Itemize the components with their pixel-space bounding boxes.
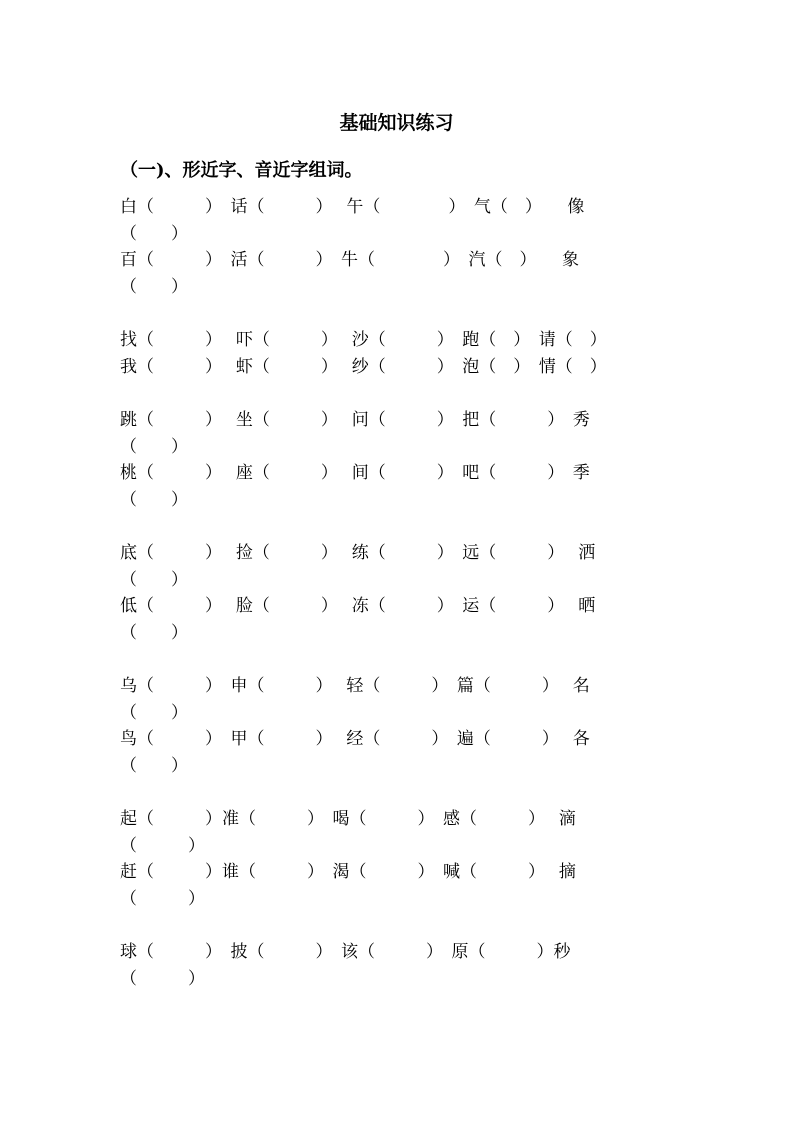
group-spacer xyxy=(120,646,607,673)
exercise-line: 赶（ ）谁（ ） 渴（ ） 喊（ ） 摘 xyxy=(120,862,576,882)
exercise-line: 我（ ） 虾（ ） 纱（ ） 泡（ ） 情（ ） xyxy=(120,356,607,377)
exercise-line: 球（ ） 披（ ） 该（ ） 原（ ）秒 xyxy=(120,942,571,962)
exercise-line: 找（ ） 吓（ ） 沙（ ） 跑（ ） 请（ ） xyxy=(120,330,607,350)
exercise-line: 低（ ） 脸（ ） 冻（ ） 运（ ） 晒 xyxy=(120,596,596,616)
exercise-line: （ ） xyxy=(120,276,188,297)
document-title: 基础知识练习 xyxy=(339,112,454,134)
exercise-line: （ ） xyxy=(120,436,188,457)
exercise-line: 百（ ） 活（ ） 牛（ ） 汽（ ） 象 xyxy=(120,250,579,270)
exercise-line: （ ） xyxy=(120,489,188,510)
exercise-line: 鸟（ ） 甲（ ） 经（ ） 遍（ ） 各 xyxy=(120,729,590,749)
exercise-line: （ ） xyxy=(120,755,188,776)
exercise-lines xyxy=(120,194,607,992)
exercise-line: （ ） xyxy=(120,835,205,856)
exercise-line: （ ） xyxy=(120,702,188,723)
exercise-line: （ ） xyxy=(120,223,188,244)
exercise-line: 乌（ ） 申（ ） 轻（ ） 篇（ ） 名 xyxy=(120,676,590,696)
group-spacer xyxy=(120,380,607,407)
exercise-line: 跳（ ） 坐（ ） 问（ ） 把（ ） 秀 xyxy=(120,410,590,430)
group-spacer xyxy=(120,779,607,806)
exercise-line: （ ） xyxy=(120,622,188,643)
exercise-line: （ ） xyxy=(120,968,205,989)
group-spacer xyxy=(120,513,607,540)
group-spacer xyxy=(120,300,607,327)
exercise-line: （ ） xyxy=(120,569,188,590)
exercise-line: 白（ ） 话（ ） 午（ ） 气（ ） 像 xyxy=(120,197,585,217)
exercise-line: 底（ ） 捡（ ） 练（ ） 远（ ） 洒 xyxy=(120,543,596,563)
exercise-line: 桃（ ） 座（ ） 间（ ） 吧（ ） 季 xyxy=(120,463,590,483)
exercise-line: 起（ ）准（ ） 喝（ ） 感（ ） 滴 xyxy=(120,809,576,829)
exercise-line: （ ） xyxy=(120,888,205,909)
section-heading: （一)、形近字、音近字组词。 xyxy=(120,160,363,181)
group-spacer xyxy=(120,912,607,939)
